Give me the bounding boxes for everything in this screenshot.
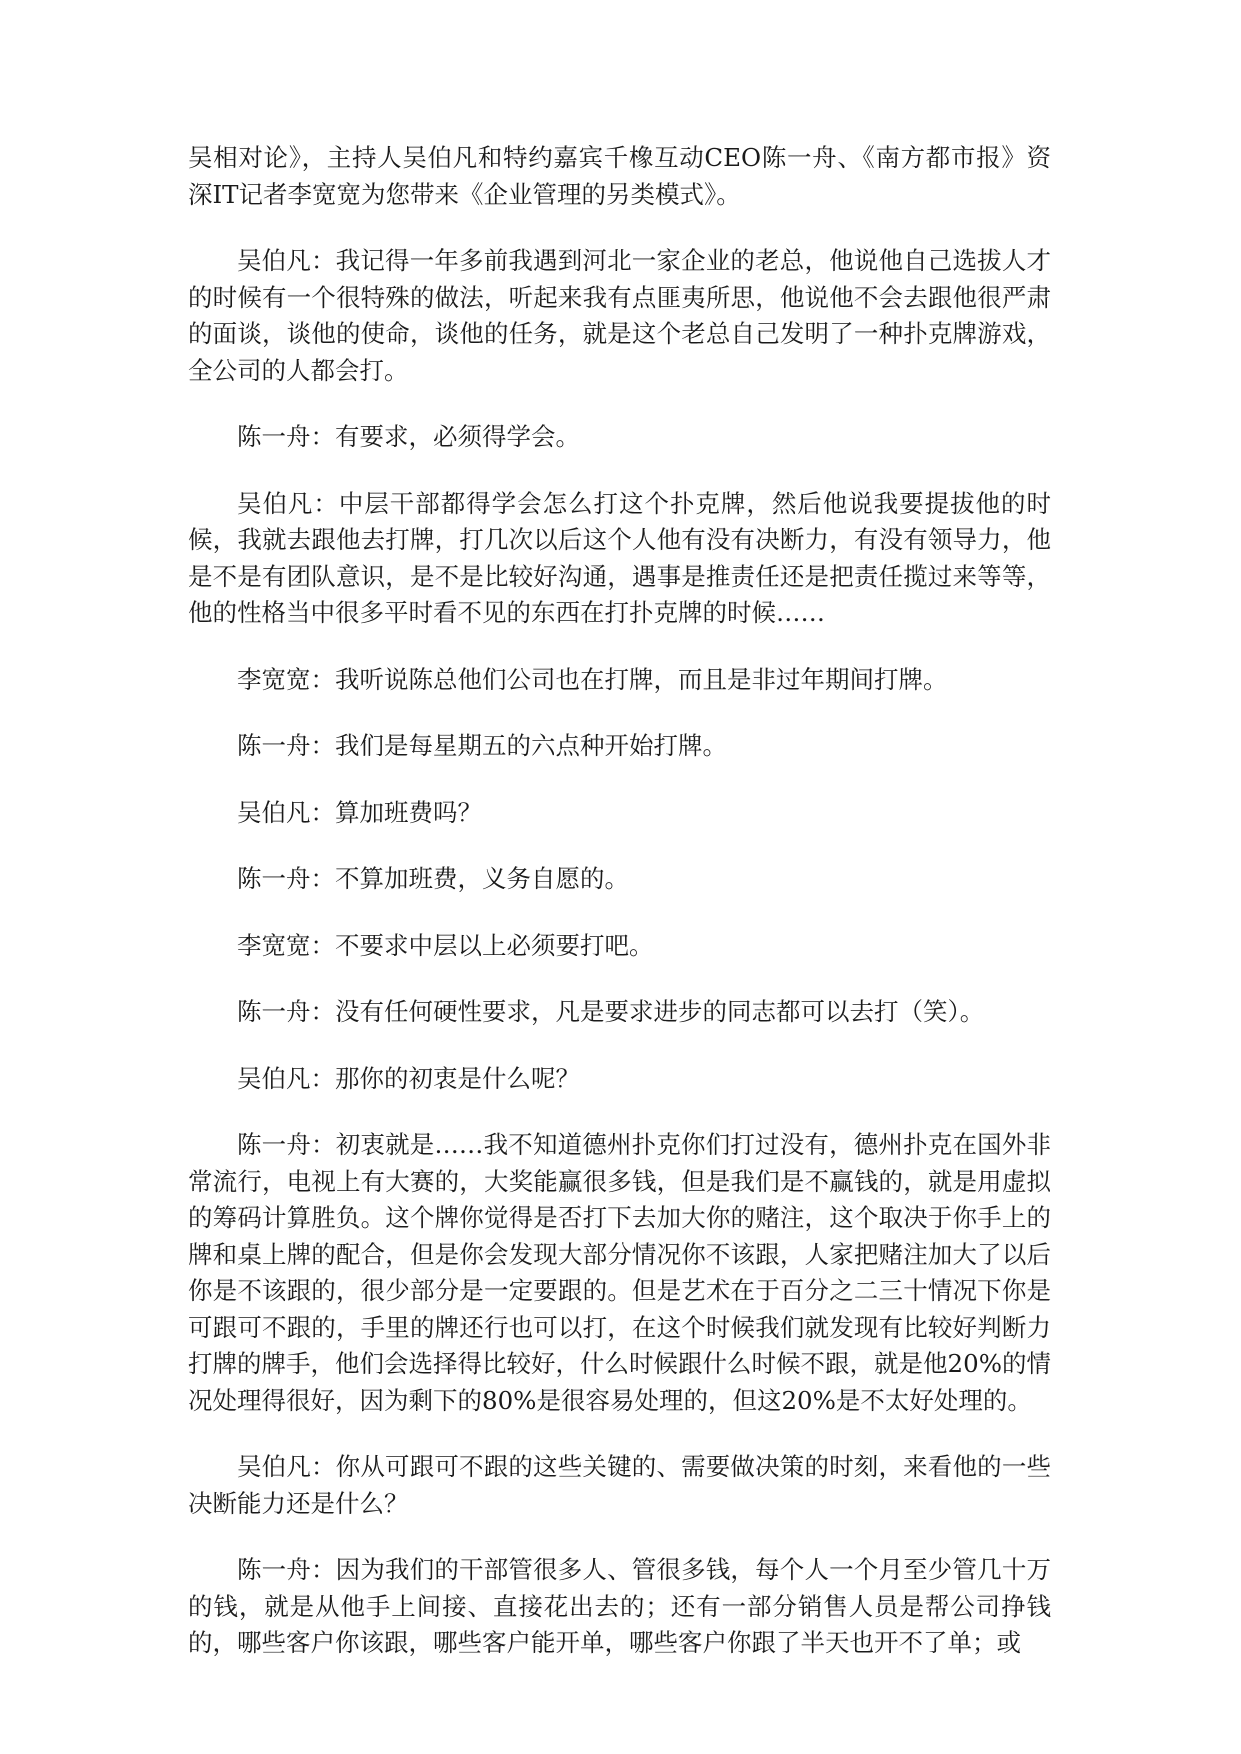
document-body	[188, 140, 1051, 1692]
paragraph-chen-2: 陈一舟：我们是每星期五的六点种开始打牌。	[237, 731, 727, 760]
paragraph-chen-5: 陈一舟：初衷就是……我不知道德州扑克你们打过没有，德州扑克在国外非常流行，电视上有大赛的，大奖能赢很多钱，但是我们是不赢钱的，就是用虚拟的筹码计算胜负。这个牌你觉得是否打下去加大你的赌注，这个取决于你手上的牌和桌上牌的配合，但是你会发现大部分情况你不该跟，人家把赌注加大了以后你是不该跟的，很少部分是一定要跟的。但是艺术在于百分之二三十情况下你是可跟可不跟的，手里的牌还行也可以打，在这个时候我们就发现有比较好判断力打牌的牌手，他们会选择得比较好，什么时候跟什么时候不跟，就是他20%的情况处理得很好，因为剩下的80%是很容易处理的，但这20%是不太好处理的。	[188, 1130, 1051, 1415]
paragraph-chen-6: 陈一舟：因为我们的干部管很多人、管很多钱，每个人一个月至少管几十万的钱，就是从他手上间接、直接花出去的；还有一部分销售人员是帮公司挣钱的，哪些客户你该跟，哪些客户能开单，哪些客户你跟了半天也开不了单；或	[188, 1555, 1051, 1657]
paragraph-chen-4: 陈一舟：没有任何硬性要求，凡是要求进步的同志都可以去打（笑）。	[237, 997, 985, 1026]
paragraph-chen-1: 陈一舟：有要求，必须得学会。	[237, 422, 580, 451]
paragraph-chen-3: 陈一舟：不算加班费，义务自愿的。	[237, 864, 629, 893]
paragraph-wu-1: 吴伯凡：我记得一年多前我遇到河北一家企业的老总，他说他自己选拔人才的时候有一个很特殊的做法，听起来我有点匪夷所思，他说他不会去跟他很严肃的面谈，谈他的使命，谈他的任务，就是这个老总自己发明了一种扑克牌游戏，全公司的人都会打。	[188, 246, 1051, 385]
paragraph-wu-3: 吴伯凡：算加班费吗？	[237, 797, 482, 827]
paragraph-wu-4: 吴伯凡：那你的初衷是什么呢？	[237, 1063, 580, 1093]
paragraph-li-2: 李宽宽：不要求中层以上必须要打吧。	[237, 930, 654, 960]
paragraph-li-1: 李宽宽：我听说陈总他们公司也在打牌，而且是非过年期间打牌。	[237, 664, 948, 694]
paragraph-wu-5: 吴伯凡：你从可跟可不跟的这些关键的、需要做决策的时刻，来看他的一些决断能力还是什么？	[188, 1452, 1051, 1518]
paragraph-wu-2: 吴伯凡：中层干部都得学会怎么打这个扑克牌，然后他说我要提拔他的时候，我就去跟他去打牌，打几次以后这个人他有没有决断力，有没有领导力，他是不是有团队意识，是不是比较好沟通，遇事是推责任还是把责任揽过来等等，他的性格当中很多平时看不见的东西在打扑克牌的时候……	[188, 488, 1051, 627]
paragraph-intro: 吴相对论》，主持人吴伯凡和特约嘉宾千橡互动CEO陈一舟、《南方都市报》资深IT记者李宽宽为您带来《企业管理的另类模式》。	[188, 143, 1051, 209]
